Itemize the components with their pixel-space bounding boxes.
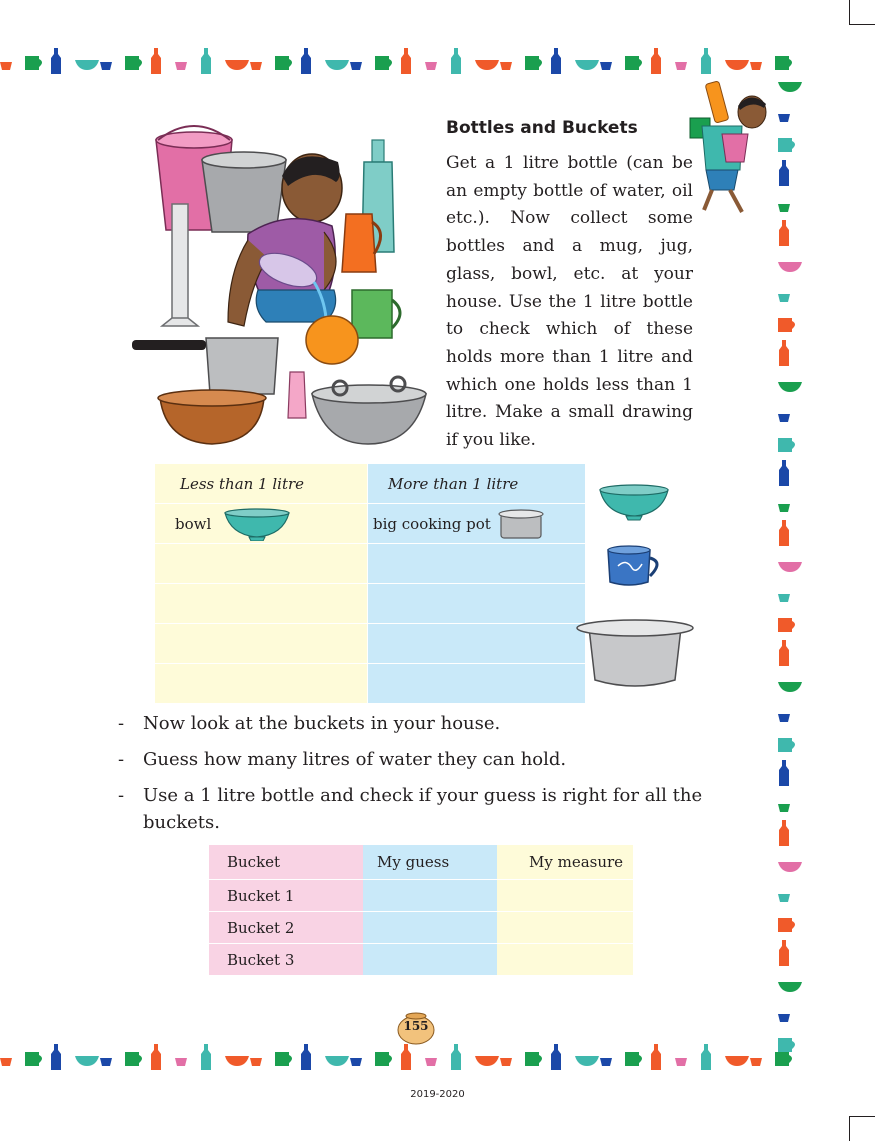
- boy-pouring-water-illustration: [128, 122, 428, 452]
- measure-cell[interactable]: [497, 880, 633, 912]
- bullet-dash: -: [118, 785, 125, 806]
- guess-cell[interactable]: [363, 880, 497, 912]
- table-cell[interactable]: [368, 664, 586, 704]
- table-cell[interactable]: [155, 664, 368, 704]
- bucket-label: Bucket 1: [209, 880, 363, 912]
- list-item: [118, 746, 738, 773]
- border-mug-icon: [775, 56, 792, 70]
- table-cell[interactable]: [368, 584, 586, 624]
- border-cup-icon: [675, 62, 687, 70]
- border-mug-icon: [25, 1052, 42, 1066]
- border-cup-icon: [350, 62, 362, 70]
- header-my-measure: My measure: [497, 845, 633, 880]
- year-footer: 2019-2020: [410, 1089, 465, 1100]
- border-cup-icon: [600, 1058, 612, 1066]
- list-item: [118, 782, 738, 836]
- table-row: [155, 624, 585, 664]
- bullet-dash: -: [118, 713, 125, 734]
- border-cup-icon: [425, 1058, 437, 1066]
- border-cup-icon: [778, 504, 790, 512]
- border-bottle-icon: [201, 48, 211, 74]
- border-bowl-icon: [75, 1056, 99, 1066]
- guess-cell[interactable]: [363, 944, 497, 976]
- border-bottle-icon: [301, 1044, 311, 1070]
- table-row: [155, 584, 585, 624]
- table-row: [209, 944, 633, 976]
- border-bottle-icon: [151, 1044, 161, 1070]
- page-number: 155: [403, 1019, 429, 1033]
- table-row: [155, 544, 585, 584]
- table-cell[interactable]: [155, 624, 368, 664]
- table-cell[interactable]: [155, 584, 368, 624]
- border-cup-icon: [778, 414, 790, 422]
- border-bowl-icon: [725, 1056, 749, 1066]
- crop-mark-bottom: [849, 1116, 875, 1141]
- border-bowl-icon: [225, 1056, 249, 1066]
- border-bowl-icon: [725, 60, 749, 70]
- border-bottle-icon: [201, 1044, 211, 1070]
- grey-cooking-pot-drawing: [575, 618, 695, 694]
- teal-bowl-drawing: [598, 482, 670, 522]
- border-bottle-icon: [301, 48, 311, 74]
- table-cell[interactable]: [368, 544, 586, 584]
- border-bottle-icon: [551, 1044, 561, 1070]
- header-more-than-1-litre: More than 1 litre: [368, 464, 586, 504]
- border-cup-icon: [500, 62, 512, 70]
- border-bowl-icon: [575, 60, 599, 70]
- measure-cell[interactable]: [497, 912, 633, 944]
- border-bowl-icon: [75, 60, 99, 70]
- border-cup-icon: [778, 114, 790, 122]
- table-header-row: [155, 464, 585, 504]
- table-cell[interactable]: [368, 624, 586, 664]
- table-row: [209, 912, 633, 944]
- border-bottle-icon: [451, 48, 461, 74]
- border-cup-icon: [600, 62, 612, 70]
- border-cup-icon: [500, 1058, 512, 1066]
- bowl-drawing: [223, 507, 291, 541]
- table-cell[interactable]: [155, 504, 368, 544]
- border-mug-icon: [625, 56, 642, 70]
- border-bottle-icon: [651, 48, 661, 74]
- border-cup-icon: [778, 294, 790, 302]
- border-bowl-icon: [778, 862, 802, 872]
- border-mug-icon: [375, 1052, 392, 1066]
- border-mug-icon: [778, 618, 795, 632]
- page-number-badge: [394, 1004, 438, 1048]
- measure-cell[interactable]: [497, 944, 633, 976]
- table-row: [209, 880, 633, 912]
- border-bottle-icon: [779, 940, 789, 966]
- bullet-text: Now look at the buckets in your house.: [143, 713, 501, 734]
- crop-mark-top: [849, 0, 875, 25]
- border-cup-icon: [675, 1058, 687, 1066]
- bucket-label: Bucket 3: [209, 944, 363, 976]
- border-cup-icon: [778, 894, 790, 902]
- border-cup-icon: [175, 1058, 187, 1066]
- border-cup-icon: [0, 62, 12, 70]
- table-cell[interactable]: [368, 504, 586, 544]
- border-cup-icon: [250, 62, 262, 70]
- border-cup-icon: [100, 1058, 112, 1066]
- border-bottle-icon: [779, 460, 789, 486]
- border-bowl-icon: [778, 82, 802, 92]
- border-bowl-icon: [475, 1056, 499, 1066]
- border-mug-icon: [525, 56, 542, 70]
- bullet-list: [118, 710, 738, 845]
- decorative-border-top: [0, 44, 795, 78]
- border-cup-icon: [100, 62, 112, 70]
- border-bowl-icon: [325, 1056, 349, 1066]
- border-bowl-icon: [778, 982, 802, 992]
- decorative-border-right: [774, 70, 808, 1060]
- border-bottle-icon: [701, 1044, 711, 1070]
- border-bowl-icon: [778, 382, 802, 392]
- header-bucket: Bucket: [209, 845, 363, 880]
- cell-text: bowl: [175, 514, 212, 533]
- border-mug-icon: [525, 1052, 542, 1066]
- border-cup-icon: [175, 62, 187, 70]
- border-mug-icon: [275, 1052, 292, 1066]
- border-mug-icon: [778, 318, 795, 332]
- table-header-row: [209, 845, 633, 880]
- border-cup-icon: [425, 62, 437, 70]
- big-cooking-pot-drawing: [497, 508, 545, 540]
- bullet-dash: -: [118, 749, 125, 770]
- litre-comparison-table: [155, 464, 585, 704]
- border-cup-icon: [750, 1058, 762, 1066]
- list-item: [118, 710, 738, 737]
- border-bottle-icon: [401, 48, 411, 74]
- border-bowl-icon: [575, 1056, 599, 1066]
- border-bottle-icon: [51, 48, 61, 74]
- border-cup-icon: [250, 1058, 262, 1066]
- header-less-than-1-litre: Less than 1 litre: [155, 464, 368, 504]
- border-bowl-icon: [475, 60, 499, 70]
- border-bottle-icon: [551, 48, 561, 74]
- border-cup-icon: [750, 62, 762, 70]
- border-mug-icon: [275, 56, 292, 70]
- section-title: Bottles and Buckets: [446, 118, 638, 138]
- border-mug-icon: [778, 738, 795, 752]
- header-my-guess: My guess: [363, 845, 497, 880]
- border-bottle-icon: [701, 48, 711, 74]
- kid-carrying-containers-illustration: [682, 78, 774, 218]
- border-bottle-icon: [151, 48, 161, 74]
- border-bottle-icon: [779, 160, 789, 186]
- border-bottle-icon: [51, 1044, 61, 1070]
- border-bottle-icon: [779, 820, 789, 846]
- border-bottle-icon: [779, 340, 789, 366]
- border-mug-icon: [375, 56, 392, 70]
- border-mug-icon: [125, 1052, 142, 1066]
- bucket-measurement-table: [209, 845, 633, 976]
- border-bowl-icon: [778, 562, 802, 572]
- cell-text: big cooking pot: [373, 514, 491, 533]
- border-mug-icon: [778, 438, 795, 452]
- blue-mug-drawing: [604, 544, 666, 588]
- border-cup-icon: [778, 714, 790, 722]
- table-row: [155, 664, 585, 704]
- border-cup-icon: [778, 1014, 790, 1022]
- table-row: [155, 504, 585, 544]
- border-cup-icon: [778, 204, 790, 212]
- border-cup-icon: [350, 1058, 362, 1066]
- border-cup-icon: [778, 594, 790, 602]
- table-cell[interactable]: [155, 544, 368, 584]
- border-bowl-icon: [225, 60, 249, 70]
- border-bottle-icon: [779, 520, 789, 546]
- border-bottle-icon: [779, 640, 789, 666]
- border-bottle-icon: [651, 1044, 661, 1070]
- border-cup-icon: [778, 804, 790, 812]
- guess-cell[interactable]: [363, 912, 497, 944]
- border-bowl-icon: [325, 60, 349, 70]
- border-mug-icon: [625, 1052, 642, 1066]
- border-cup-icon: [0, 1058, 12, 1066]
- border-bowl-icon: [778, 682, 802, 692]
- border-bottle-icon: [779, 760, 789, 786]
- border-mug-icon: [778, 138, 795, 152]
- border-bottle-icon: [779, 220, 789, 246]
- bucket-label: Bucket 2: [209, 912, 363, 944]
- border-mug-icon: [25, 56, 42, 70]
- border-bottle-icon: [451, 1044, 461, 1070]
- border-mug-icon: [778, 1038, 795, 1052]
- instruction-paragraph: Get a 1 litre bottle (can be an empty bottle of water, oil etc.). Now collect some bottles and a mug, jug, glass, bowl, etc. at your house. Use the 1 litre bottle to check which of these holds more than 1 litre and which one holds less than 1 litre. Make a small drawing if you like.: [446, 153, 693, 451]
- border-bowl-icon: [778, 262, 802, 272]
- border-mug-icon: [125, 56, 142, 70]
- bullet-text: Use a 1 litre bottle and check if your guess is right for all the buckets.: [143, 785, 703, 833]
- border-mug-icon: [778, 918, 795, 932]
- bullet-text: Guess how many litres of water they can hold.: [143, 749, 567, 770]
